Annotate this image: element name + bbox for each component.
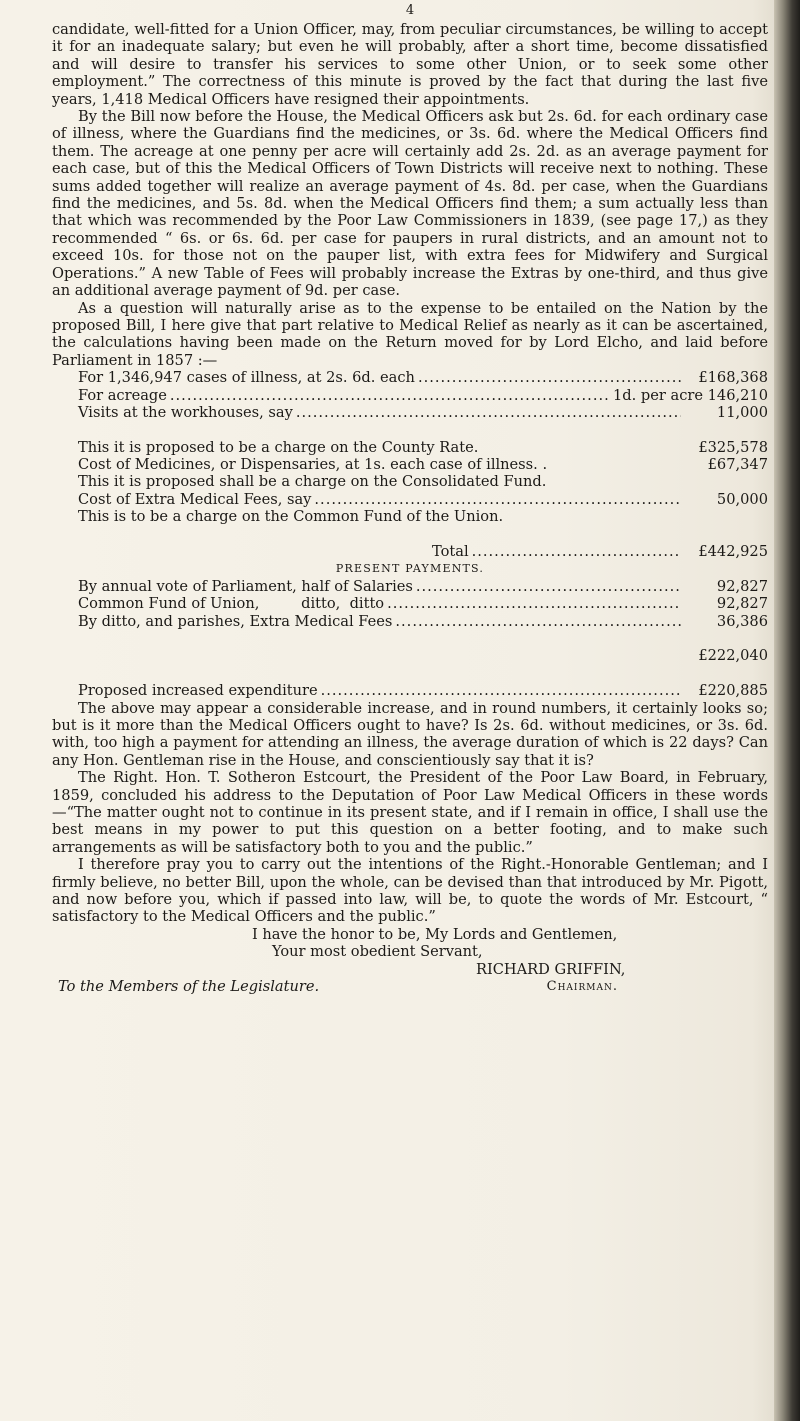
addressee: To the Members of the Legislature. — [58, 978, 320, 996]
paragraph-estcourt: The Right. Hon. T. Sotheron Estcourt, the President of the Poor Law Board, in February, 1859, concluded his address to the Deputation of Poor Law Medical Officers in these words—“The matter ought not to continue in its present state, and if I remain in office, I shall use the best means in my power to put this question on a better footing, and to make such arrangements as will be satisfactory both to you and the public.” — [52, 769, 768, 856]
signatory-title: Chairman. — [546, 979, 618, 995]
cost-row-cases: For 1,346,947 cases of illness, at 2s. 6d. each ..... £168,368 — [78, 369, 768, 386]
closing-honor: I have the honor to be, My Lords and Gentlemen, — [252, 925, 618, 943]
extra-fees-row: Cost of Extra Medical Fees, say ..... 50,000 — [78, 491, 768, 508]
extra-fees-note: This is to be a charge on the Common Fund of the Union. — [78, 508, 504, 526]
paragraph-continuation: candidate, well-fitted for a Union Officer, may, from peculiar circumstances, be willing to accept it for an inadequate salary; but even he will probably, after a short time, become dissatisfied and will desire to transfer his services to some other Union, or to seek some other employment.” The correctness of this minute is proved by the fact that during the last five years, 1,418 Medical Officers have resigned their appointments. — [52, 21, 768, 108]
county-rate-row: This it is proposed to be a charge on the County Rate. £325,578 — [78, 438, 768, 456]
paragraph-bill-fees: By the Bill now before the House, the Medical Officers ask but 2s. 6d. for each ordinary case of illness, where the Guardians find the medicines, or 3s. 6d. where the Medical Officers find them. The acreage at one penny per acre will certainly add 2s. 2d. as an average payment for each case, but of this the Medical Officers of Town Districts will receive next to nothing. These sums added together will realize an average payment of 4s. 8d. per case, when the Guardians find the medicines, and 5s. 8d. when the Medical Officers find them; a sum actually less than that which was recommended by the Poor Law Commissioners in 1839, (see page 17,) as they recommended “ 6s. or 6s. 6d. per case for paupers in rural districts, and an amount not to exceed 10s. for those not on the pauper list, with extra fees for Midwifery and Surgical Operations.” A new Table of Fees will probably increase the Extras by one-third, and thus give an additional average payment of 9d. per case. — [52, 108, 768, 300]
paragraph-prayer: I therefore pray you to carry out the intentions of the Right.-Honorable Gentleman; and I firmly believe, no better Bill, upon the whole, can be devised than that introduced by Mr. Pigott, and now before you, which if passed into law, will be, to quote the words of Mr. Estcourt, “ satisfactory to the Medical Officers and the public.” — [52, 856, 768, 926]
costs-table — [52, 369, 768, 421]
present-total-row: £222,040 — [698, 647, 768, 665]
cost-row-acreage: For acreage ..... 1d. per acre 146,210 — [78, 387, 768, 404]
present-row-common-fund: Common Fund of Union, ditto, ditto ..... 92,827 — [78, 595, 768, 612]
proposed-expenditure-row: Proposed increased expenditure ..... £220,885 — [78, 682, 768, 699]
medicines-row: Cost of Medicines, or Dispensaries, at 1s. each case of illness. . £67,347 — [78, 456, 768, 474]
page-binding-edge — [774, 0, 800, 1421]
medicines-note: This it is proposed shall be a charge on the Consolidated Fund. — [78, 473, 547, 491]
paragraph-expense-question: As a question will naturally arise as to the expense to be entailed on the Nation by the proposed Bill, I here give that part relative to Medical Relief as nearly as it can be ascertained, the calculations having been made on the Return moved for by Lord Elcho, and laid before Parliament in 1857 :— — [52, 299, 768, 369]
cost-row-visits: Visits at the workhouses, say ..... 11,000 — [78, 404, 768, 421]
paragraph-increase: The above may appear a considerable increase, and in round numbers, it certainly looks so; but is it more than the Medical Officers ought to have? Is 2s. 6d. without medicines, or 3s. 6d. with, too high a payment for attending an illness, the average duration of which is 22 days? Can any Hon. Gentleman rise in the House, and conscientiously say that it is? — [52, 699, 768, 769]
signature-footer — [52, 978, 768, 995]
present-row-parliament: By annual vote of Parliament, half of Salaries ..... 92,827 — [78, 578, 768, 595]
present-payments-heading: PRESENT PAYMENTS. — [335, 562, 485, 576]
signature-name: RICHARD GRIFFIN, — [476, 960, 626, 978]
present-row-parishes: By ditto, and parishes, Extra Medical Fees ..... 36,386 — [78, 613, 768, 630]
page-number: 4 — [405, 3, 415, 18]
document-body — [52, 0, 768, 995]
closing-servant: Your most obedient Servant, — [272, 943, 483, 961]
total-row: Total ..... £442,925 — [52, 543, 768, 560]
